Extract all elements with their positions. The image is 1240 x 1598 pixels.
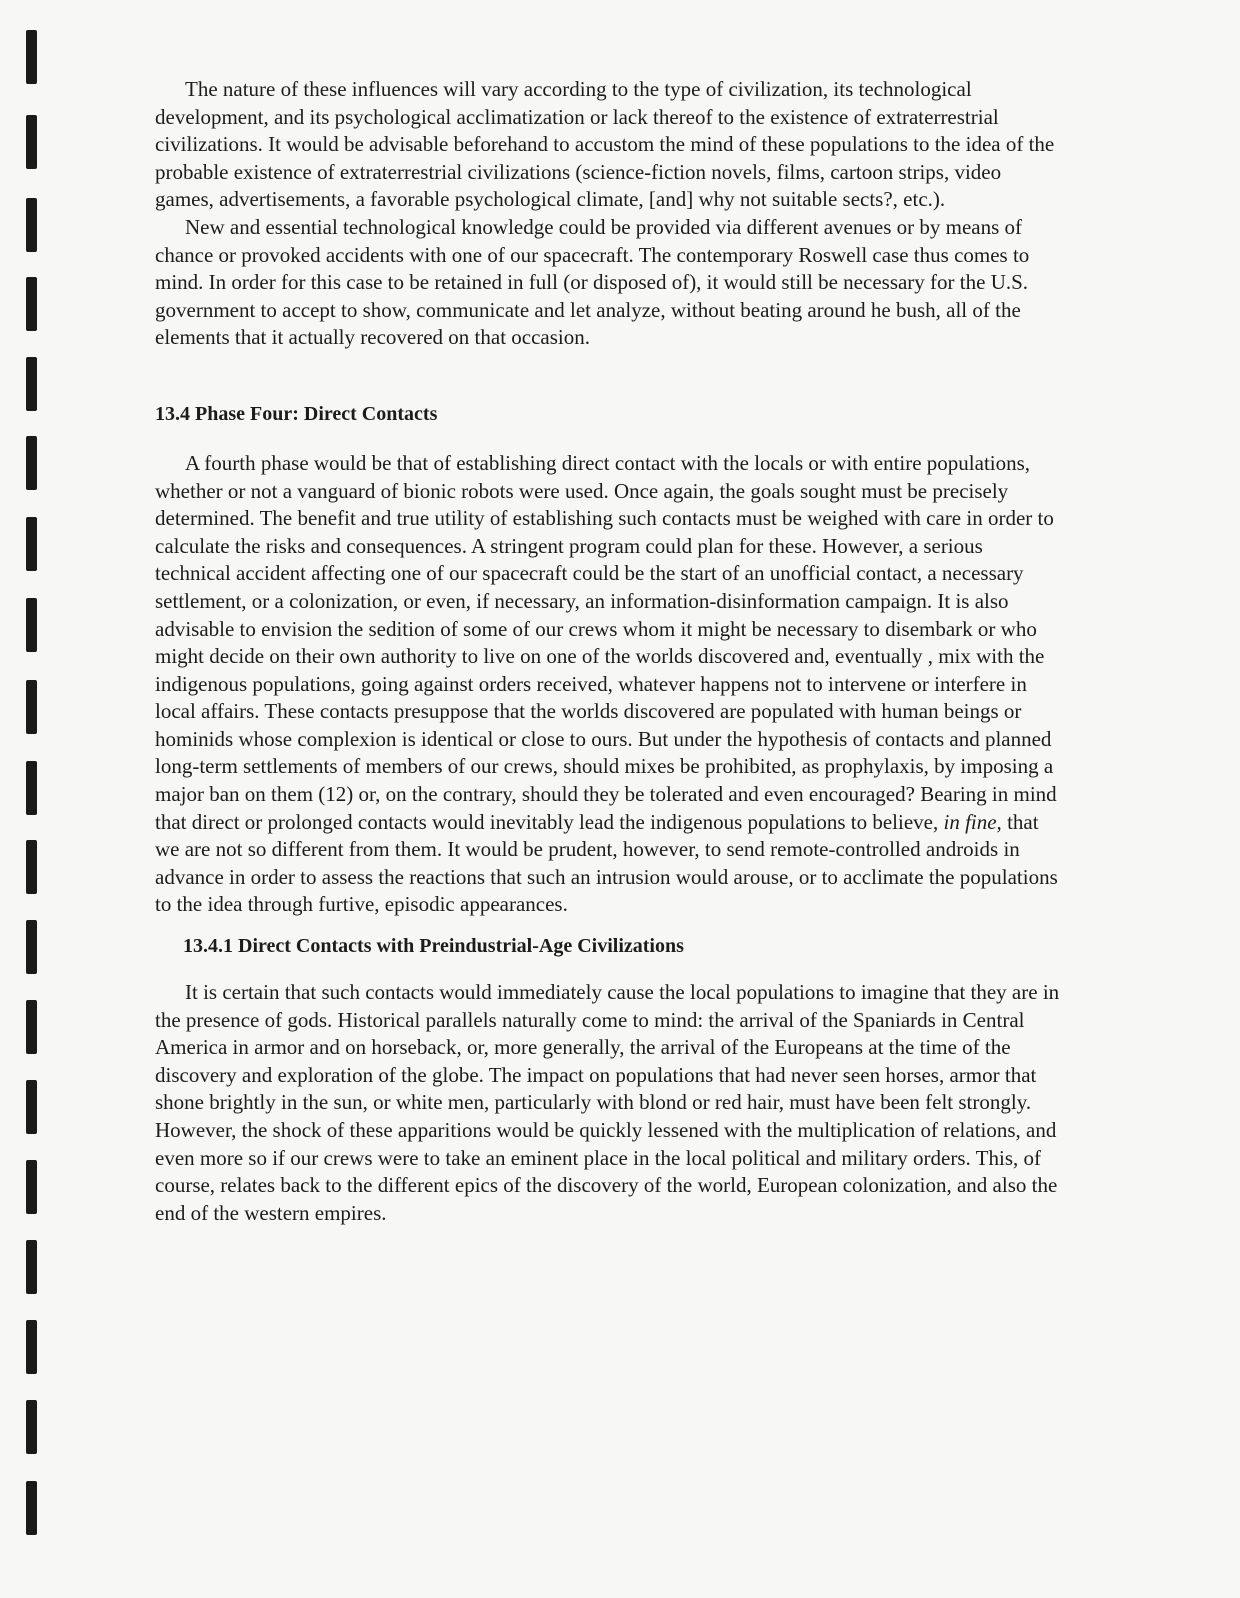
binder-hole xyxy=(26,1080,37,1134)
binder-hole xyxy=(26,840,37,894)
binder-hole xyxy=(26,198,37,252)
paragraph-fourth-phase-text-2: that we are not so different from them. It would be prudent, however, to send remote-controlled androids in advance in order to assess the reactions that such an intrusion would arouse, or to acclimate the populations to the idea through furtive, episodic appearances. xyxy=(155,809,1058,917)
binder-hole xyxy=(26,115,37,169)
binder-hole xyxy=(26,761,37,815)
binder-hole xyxy=(26,1320,37,1374)
binder-hole xyxy=(26,30,37,84)
paragraph-preindustrial-contacts: It is certain that such contacts would immediately cause the local populations to imagine that they are in the presence of gods. Historical parallels naturally come to mind: the arrival of the Spaniards in Central America in armor and on horseback, or, more generally, the arrival of the Europeans at the time of the discovery and exploration of the globe. The impact on populations that had never seen horses, armor that shone brightly in the sun, or white men, particularly with blond or red hair, must have been felt strongly. However, the shock of these apparitions would be quickly lessened with the multiplication of relations, and even more so if our crews were to take an eminent place in the local political and military orders. This, of course, relates back to the different epics of the discovery of the world, European colonization, and also the end of the western empires. xyxy=(155,980,1060,1225)
paragraph-fourth-phase-text-1: A fourth phase would be that of establishing direct contact with the locals or with entire populations, whether or not a vanguard of bionic robots were used. Once again, the goals sought must be precisely determined. The benefit and true utility of establishing such contacts must be weighed with care in order to calculate the risks and consequences. A stringent program could plan for these. However, a serious technical accident affecting one of our spacecraft could be the start of an unofficial contact, a necessary settlement, or a colonization, or even, if necessary, an information-disinformation campaign. It is also advisable to envision the sedition of some of our crews whom it might be necessary to disembark or who might decide on their own authority to live on one of the worlds discovered and, eventually , mix with the indigenous populations, going against orders received, whatever happens not to intervene or interfere in local affairs. These contacts presuppose that the worlds discovered are populated with human beings or hominids whose complexion is identical or close to ours. But under the hypothesis of contacts and planned long-term settlements of members of our crews, should mixes be prohibited, as prophylaxis, by imposing a major ban on them (12) or, on the contrary, should they be tolerated and even encouraged? Bearing in mind that direct or prolonged contacts would inevitably lead the indigenous populations to believe, xyxy=(155,450,1057,834)
paragraph-fourth-phase-italic: in fine, xyxy=(943,809,1002,834)
binder-holes xyxy=(26,0,40,1598)
binder-hole xyxy=(26,920,37,974)
binder-hole xyxy=(26,436,37,490)
heading-section-13-4-1: 13.4.1 Direct Contacts with Preindustrial-Age Civilizations xyxy=(183,935,684,958)
binder-hole xyxy=(26,680,37,734)
document-page xyxy=(155,76,1060,1227)
binder-hole xyxy=(26,1400,37,1454)
paragraph-fourth-phase xyxy=(155,450,1060,919)
binder-hole xyxy=(26,1000,37,1054)
binder-hole xyxy=(26,517,37,571)
binder-hole xyxy=(26,1481,37,1535)
heading-section-13-4: 13.4 Phase Four: Direct Contacts xyxy=(155,402,438,425)
binder-hole xyxy=(26,1240,37,1294)
binder-hole xyxy=(26,357,37,411)
paragraph-influences: The nature of these influences will vary according to the type of civilization, its technological development, and its psychological acclimatization or lack thereof to the existence of extraterrestrial civilizations. It would be advisable beforehand to accustom the mind of these populations to the idea of the probable existence of extraterrestrial civilizations (science-fiction novels, films, cartoon strips, video games, advertisements, a favorable psychological climate, [and] why not suitable sects?, etc.). xyxy=(155,77,1055,212)
binder-hole xyxy=(26,277,37,331)
paragraph-technological-knowledge: New and essential technological knowledge could be provided via different avenues or by means of chance or provoked accidents with one of our spacecraft. The contemporary Roswell case thus comes to mind. In order for this case to be retained in full (or disposed of), it would still be necessary for the U.S. government to accept to show, communicate and let analyze, without beating around he bush, all of the elements that it actually recovered on that occasion. xyxy=(155,214,1030,350)
binder-hole xyxy=(26,1160,37,1214)
binder-hole xyxy=(26,598,37,652)
